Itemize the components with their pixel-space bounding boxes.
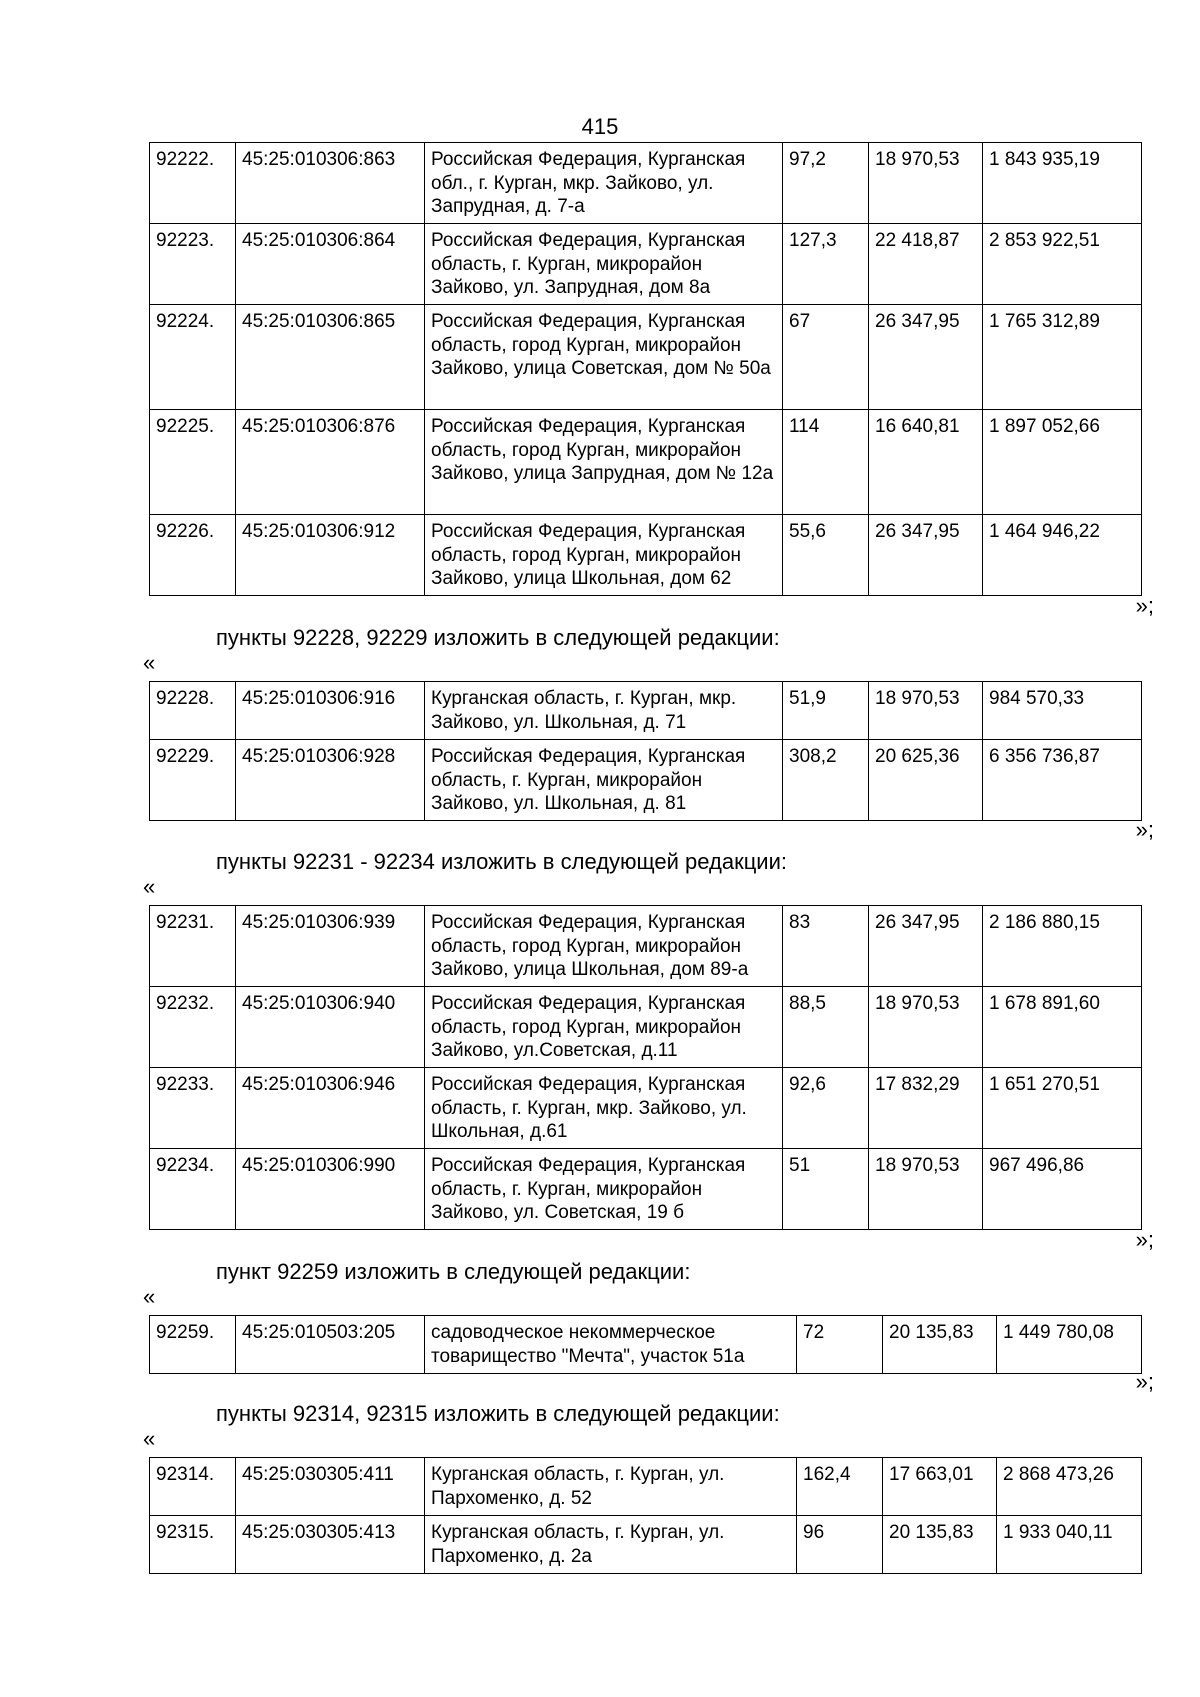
table-row (150, 1458, 1142, 1516)
cadastral-number-cell: 45:25:010306:946 (236, 1068, 425, 1149)
area-cell: 127,3 (783, 224, 869, 305)
cadastral-number-cell: 45:25:010306:865 (236, 305, 425, 410)
area-cell: 88,5 (783, 987, 869, 1068)
rate-cell: 16 640,81 (869, 410, 983, 515)
opening-quote: « (143, 1426, 156, 1451)
cadastral-number-cell: 45:25:030305:411 (236, 1458, 425, 1516)
table-row (150, 143, 1142, 224)
row-number-cell: 92228. (150, 682, 236, 740)
row-number-cell: 92222. (150, 143, 236, 224)
table-row (150, 682, 1142, 740)
cadastral-table (149, 905, 1142, 1230)
row-number-cell: 92229. (150, 740, 236, 821)
closing-quote: »; (1135, 1227, 1154, 1252)
value-cell: 1 678 891,60 (983, 987, 1142, 1068)
area-cell: 72 (797, 1316, 883, 1374)
cadastral-number-cell: 45:25:010306:912 (236, 515, 425, 596)
value-cell: 984 570,33 (983, 682, 1142, 740)
rate-cell: 18 970,53 (869, 1149, 983, 1230)
table-row (150, 1149, 1142, 1230)
opening-quote: « (143, 874, 156, 899)
rate-cell: 18 970,53 (869, 143, 983, 224)
row-number-cell: 92232. (150, 987, 236, 1068)
rate-cell: 20 135,83 (883, 1316, 997, 1374)
value-cell: 2 868 473,26 (997, 1458, 1142, 1516)
opening-quote: « (143, 1284, 156, 1309)
rate-cell: 20 625,36 (869, 740, 983, 821)
address-cell: Российская Федерация, Курганская область, г. Курган, микрорайон Зайково, ул. Школьная, д. 81 (425, 740, 783, 821)
area-cell: 55,6 (783, 515, 869, 596)
closing-quote: »; (1135, 593, 1154, 618)
value-cell: 1 449 780,08 (997, 1316, 1142, 1374)
rate-cell: 18 970,53 (869, 987, 983, 1068)
address-cell: Российская Федерация, Курганская область, г. Курган, микрорайон Зайково, ул. Запрудная, дом 8а (425, 224, 783, 305)
value-cell: 1 843 935,19 (983, 143, 1142, 224)
area-cell: 83 (783, 906, 869, 987)
row-number-cell: 92226. (150, 515, 236, 596)
table-row (150, 224, 1142, 305)
rate-cell: 26 347,95 (869, 515, 983, 596)
table-row (150, 1068, 1142, 1149)
rate-cell: 26 347,95 (869, 305, 983, 410)
address-cell: садоводческое некоммерческое товарищество "Мечта", участок 51а (425, 1316, 797, 1374)
opening-quote: « (143, 650, 156, 675)
rate-cell: 17 832,29 (869, 1068, 983, 1149)
row-number-cell: 92234. (150, 1149, 236, 1230)
area-cell: 308,2 (783, 740, 869, 821)
cadastral-number-cell: 45:25:010306:864 (236, 224, 425, 305)
row-number-cell: 92225. (150, 410, 236, 515)
section-heading: пункты 92314, 92315 изложить в следующей редакции: (216, 1401, 780, 1426)
table-row (150, 740, 1142, 821)
table-row (150, 410, 1142, 515)
area-cell: 162,4 (797, 1458, 883, 1516)
table-row (150, 1316, 1142, 1374)
value-cell: 2 853 922,51 (983, 224, 1142, 305)
table-row (150, 1516, 1142, 1574)
cadastral-number-cell: 45:25:010306:863 (236, 143, 425, 224)
area-cell: 51 (783, 1149, 869, 1230)
row-number-cell: 92314. (150, 1458, 236, 1516)
cadastral-number-cell: 45:25:010306:928 (236, 740, 425, 821)
rate-cell: 20 135,83 (883, 1516, 997, 1574)
row-number-cell: 92224. (150, 305, 236, 410)
area-cell: 97,2 (783, 143, 869, 224)
table-row (150, 987, 1142, 1068)
area-cell: 67 (783, 305, 869, 410)
address-cell: Российская Федерация, Курганская область, город Курган, микрорайон Зайково, улица Школьная, дом 62 (425, 515, 783, 596)
section-heading: пункты 92228, 92229 изложить в следующей редакции: (216, 625, 780, 650)
address-cell: Курганская область, г. Курган, мкр. Зайково, ул. Школьная, д. 71 (425, 682, 783, 740)
cadastral-number-cell: 45:25:010306:990 (236, 1149, 425, 1230)
address-cell: Курганская область, г. Курган, ул. Пархоменко, д. 52 (425, 1458, 797, 1516)
area-cell: 114 (783, 410, 869, 515)
row-number-cell: 92233. (150, 1068, 236, 1149)
address-cell: Российская Федерация, Курганская область, г. Курган, микрорайон Зайково, ул. Советская, 19 б (425, 1149, 783, 1230)
cadastral-number-cell: 45:25:010306:939 (236, 906, 425, 987)
value-cell: 1 651 270,51 (983, 1068, 1142, 1149)
rate-cell: 17 663,01 (883, 1458, 997, 1516)
cadastral-number-cell: 45:25:010503:205 (236, 1316, 425, 1374)
rate-cell: 18 970,53 (869, 682, 983, 740)
cadastral-number-cell: 45:25:010306:876 (236, 410, 425, 515)
row-number-cell: 92315. (150, 1516, 236, 1574)
area-cell: 96 (797, 1516, 883, 1574)
area-cell: 51,9 (783, 682, 869, 740)
value-cell: 1 765 312,89 (983, 305, 1142, 410)
cadastral-number-cell: 45:25:010306:940 (236, 987, 425, 1068)
cadastral-table (149, 1457, 1142, 1574)
value-cell: 1 933 040,11 (997, 1516, 1142, 1574)
cadastral-table (149, 1315, 1142, 1374)
address-cell: Курганская область, г. Курган, ул. Пархоменко, д. 2а (425, 1516, 797, 1574)
cadastral-table (149, 142, 1142, 596)
row-number-cell: 92223. (150, 224, 236, 305)
row-number-cell: 92259. (150, 1316, 236, 1374)
section-heading: пункт 92259 изложить в следующей редакции: (216, 1259, 691, 1284)
cadastral-number-cell: 45:25:010306:916 (236, 682, 425, 740)
address-cell: Российская Федерация, Курганская область, город Курган, микрорайон Зайково, улица Школьная, дом 89-а (425, 906, 783, 987)
cadastral-number-cell: 45:25:030305:413 (236, 1516, 425, 1574)
closing-quote: »; (1135, 817, 1154, 842)
address-cell: Российская Федерация, Курганская область, город Курган, микрорайон Зайково, улица Запрудная, дом № 12а (425, 410, 783, 515)
value-cell: 1 464 946,22 (983, 515, 1142, 596)
table-row (150, 906, 1142, 987)
rate-cell: 26 347,95 (869, 906, 983, 987)
address-cell: Российская Федерация, Курганская область, г. Курган, мкр. Зайково, ул. Школьная, д.61 (425, 1068, 783, 1149)
value-cell: 2 186 880,15 (983, 906, 1142, 987)
rate-cell: 22 418,87 (869, 224, 983, 305)
value-cell: 1 897 052,66 (983, 410, 1142, 515)
section-heading: пункты 92231 - 92234 изложить в следующей редакции: (216, 849, 788, 874)
row-number-cell: 92231. (150, 906, 236, 987)
page-number: 415 (581, 114, 619, 139)
cadastral-table (149, 681, 1142, 821)
table-row (150, 305, 1142, 410)
value-cell: 967 496,86 (983, 1149, 1142, 1230)
area-cell: 92,6 (783, 1068, 869, 1149)
address-cell: Российская Федерация, Курганская область, город Курган, микрорайон Зайково, ул.Советская, д.11 (425, 987, 783, 1068)
value-cell: 6 356 736,87 (983, 740, 1142, 821)
address-cell: Российская Федерация, Курганская область, город Курган, микрорайон Зайково, улица Советская, дом № 50а (425, 305, 783, 410)
table-row (150, 515, 1142, 596)
closing-quote: »; (1135, 1369, 1154, 1394)
address-cell: Российская Федерация, Курганская обл., г. Курган, мкр. Зайково, ул. Запрудная, д. 7-а (425, 143, 783, 224)
